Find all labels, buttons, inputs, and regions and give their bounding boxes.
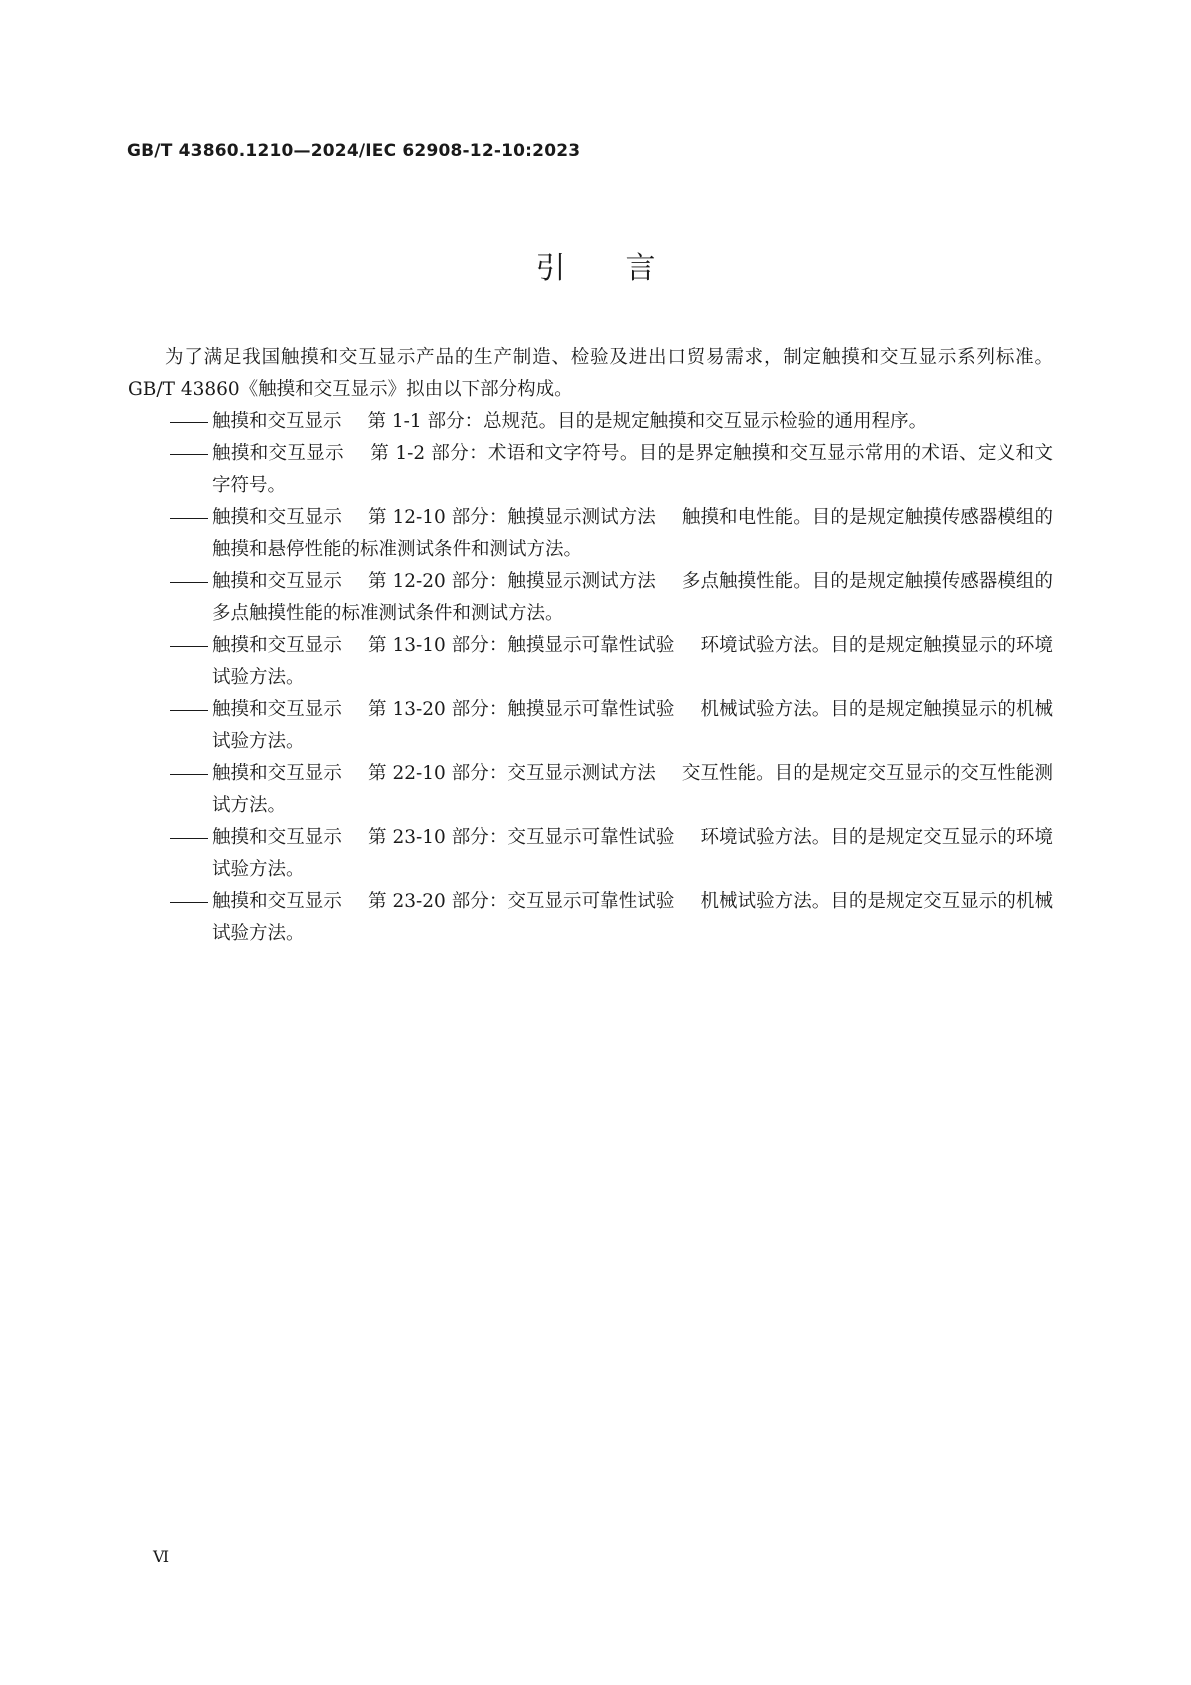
list-item bbox=[128, 694, 1053, 758]
list-item bbox=[128, 886, 1053, 950]
dash-marker bbox=[170, 582, 208, 583]
dash-marker bbox=[170, 902, 208, 903]
part-text: 第 13-10 部分：触摸显示可靠性试验 bbox=[367, 635, 675, 656]
list-item bbox=[128, 822, 1053, 886]
page-number: Ⅵ bbox=[153, 1547, 170, 1566]
dash-marker bbox=[170, 422, 208, 423]
series-name: 触摸和交互显示 bbox=[212, 827, 342, 848]
document-body bbox=[128, 342, 1053, 950]
part-text: 第 23-20 部分：交互显示可靠性试验 bbox=[367, 891, 675, 912]
list-item bbox=[128, 502, 1053, 566]
series-name: 触摸和交互显示 bbox=[212, 891, 342, 912]
list-item bbox=[128, 438, 1053, 502]
dash-marker bbox=[170, 646, 208, 647]
part-subtitle: 环境试验方法。目的是规定触摸显示的环境试验方法。 bbox=[212, 635, 1053, 688]
part-text: 第 1-1 部分：总规范。目的是规定触摸和交互显示检验的通用程序。 bbox=[367, 411, 928, 432]
part-text: 第 13-20 部分：触摸显示可靠性试验 bbox=[367, 699, 675, 720]
part-text: 第 23-10 部分：交互显示可靠性试验 bbox=[367, 827, 675, 848]
part-subtitle: 交互性能。目的是规定交互显示的交互性能测试方法。 bbox=[212, 763, 1053, 816]
series-name: 触摸和交互显示 bbox=[212, 571, 342, 592]
series-name: 触摸和交互显示 bbox=[212, 635, 342, 656]
part-subtitle: 多点触摸性能。目的是规定触摸传感器模组的多点触摸性能的标准测试条件和测试方法。 bbox=[212, 571, 1053, 624]
series-name: 触摸和交互显示 bbox=[212, 411, 342, 432]
list-item bbox=[128, 758, 1053, 822]
list-item bbox=[128, 630, 1053, 694]
series-name: 触摸和交互显示 bbox=[212, 699, 342, 720]
part-subtitle: 机械试验方法。目的是规定触摸显示的机械试验方法。 bbox=[212, 699, 1053, 752]
page-title: 引言 bbox=[535, 251, 716, 286]
intro-paragraph: 为了满足我国触摸和交互显示产品的生产制造、检验及进出口贸易需求，制定触摸和交互显示系列标准。GB/T 43860《触摸和交互显示》拟由以下部分构成。 bbox=[128, 347, 1053, 400]
list-item bbox=[128, 566, 1053, 630]
part-text: 第 12-10 部分：触摸显示测试方法 bbox=[367, 507, 656, 528]
part-text: 第 12-20 部分：触摸显示测试方法 bbox=[367, 571, 656, 592]
dash-marker bbox=[170, 454, 208, 455]
dash-marker bbox=[170, 838, 208, 839]
standard-code-header: GB/T 43860.1210—2024/IEC 62908-12-10:2023 bbox=[127, 141, 581, 161]
part-subtitle: 触摸和电性能。目的是规定触摸传感器模组的触摸和悬停性能的标准测试条件和测试方法。 bbox=[212, 507, 1053, 560]
part-subtitle: 环境试验方法。目的是规定交互显示的环境试验方法。 bbox=[212, 827, 1053, 880]
series-name: 触摸和交互显示 bbox=[212, 763, 342, 784]
part-text: 第 22-10 部分：交互显示测试方法 bbox=[367, 763, 656, 784]
dash-marker bbox=[170, 710, 208, 711]
series-name: 触摸和交互显示 bbox=[212, 507, 342, 528]
parts-list bbox=[128, 406, 1053, 950]
series-name: 触摸和交互显示 bbox=[212, 443, 344, 464]
part-subtitle: 机械试验方法。目的是规定交互显示的机械试验方法。 bbox=[212, 891, 1053, 944]
dash-marker bbox=[170, 774, 208, 775]
part-text: 第 1-2 部分：术语和文字符号。目的是界定触摸和交互显示常用的术语、定义和文字符号。 bbox=[212, 443, 1053, 496]
list-item bbox=[128, 406, 1053, 438]
dash-marker bbox=[170, 518, 208, 519]
